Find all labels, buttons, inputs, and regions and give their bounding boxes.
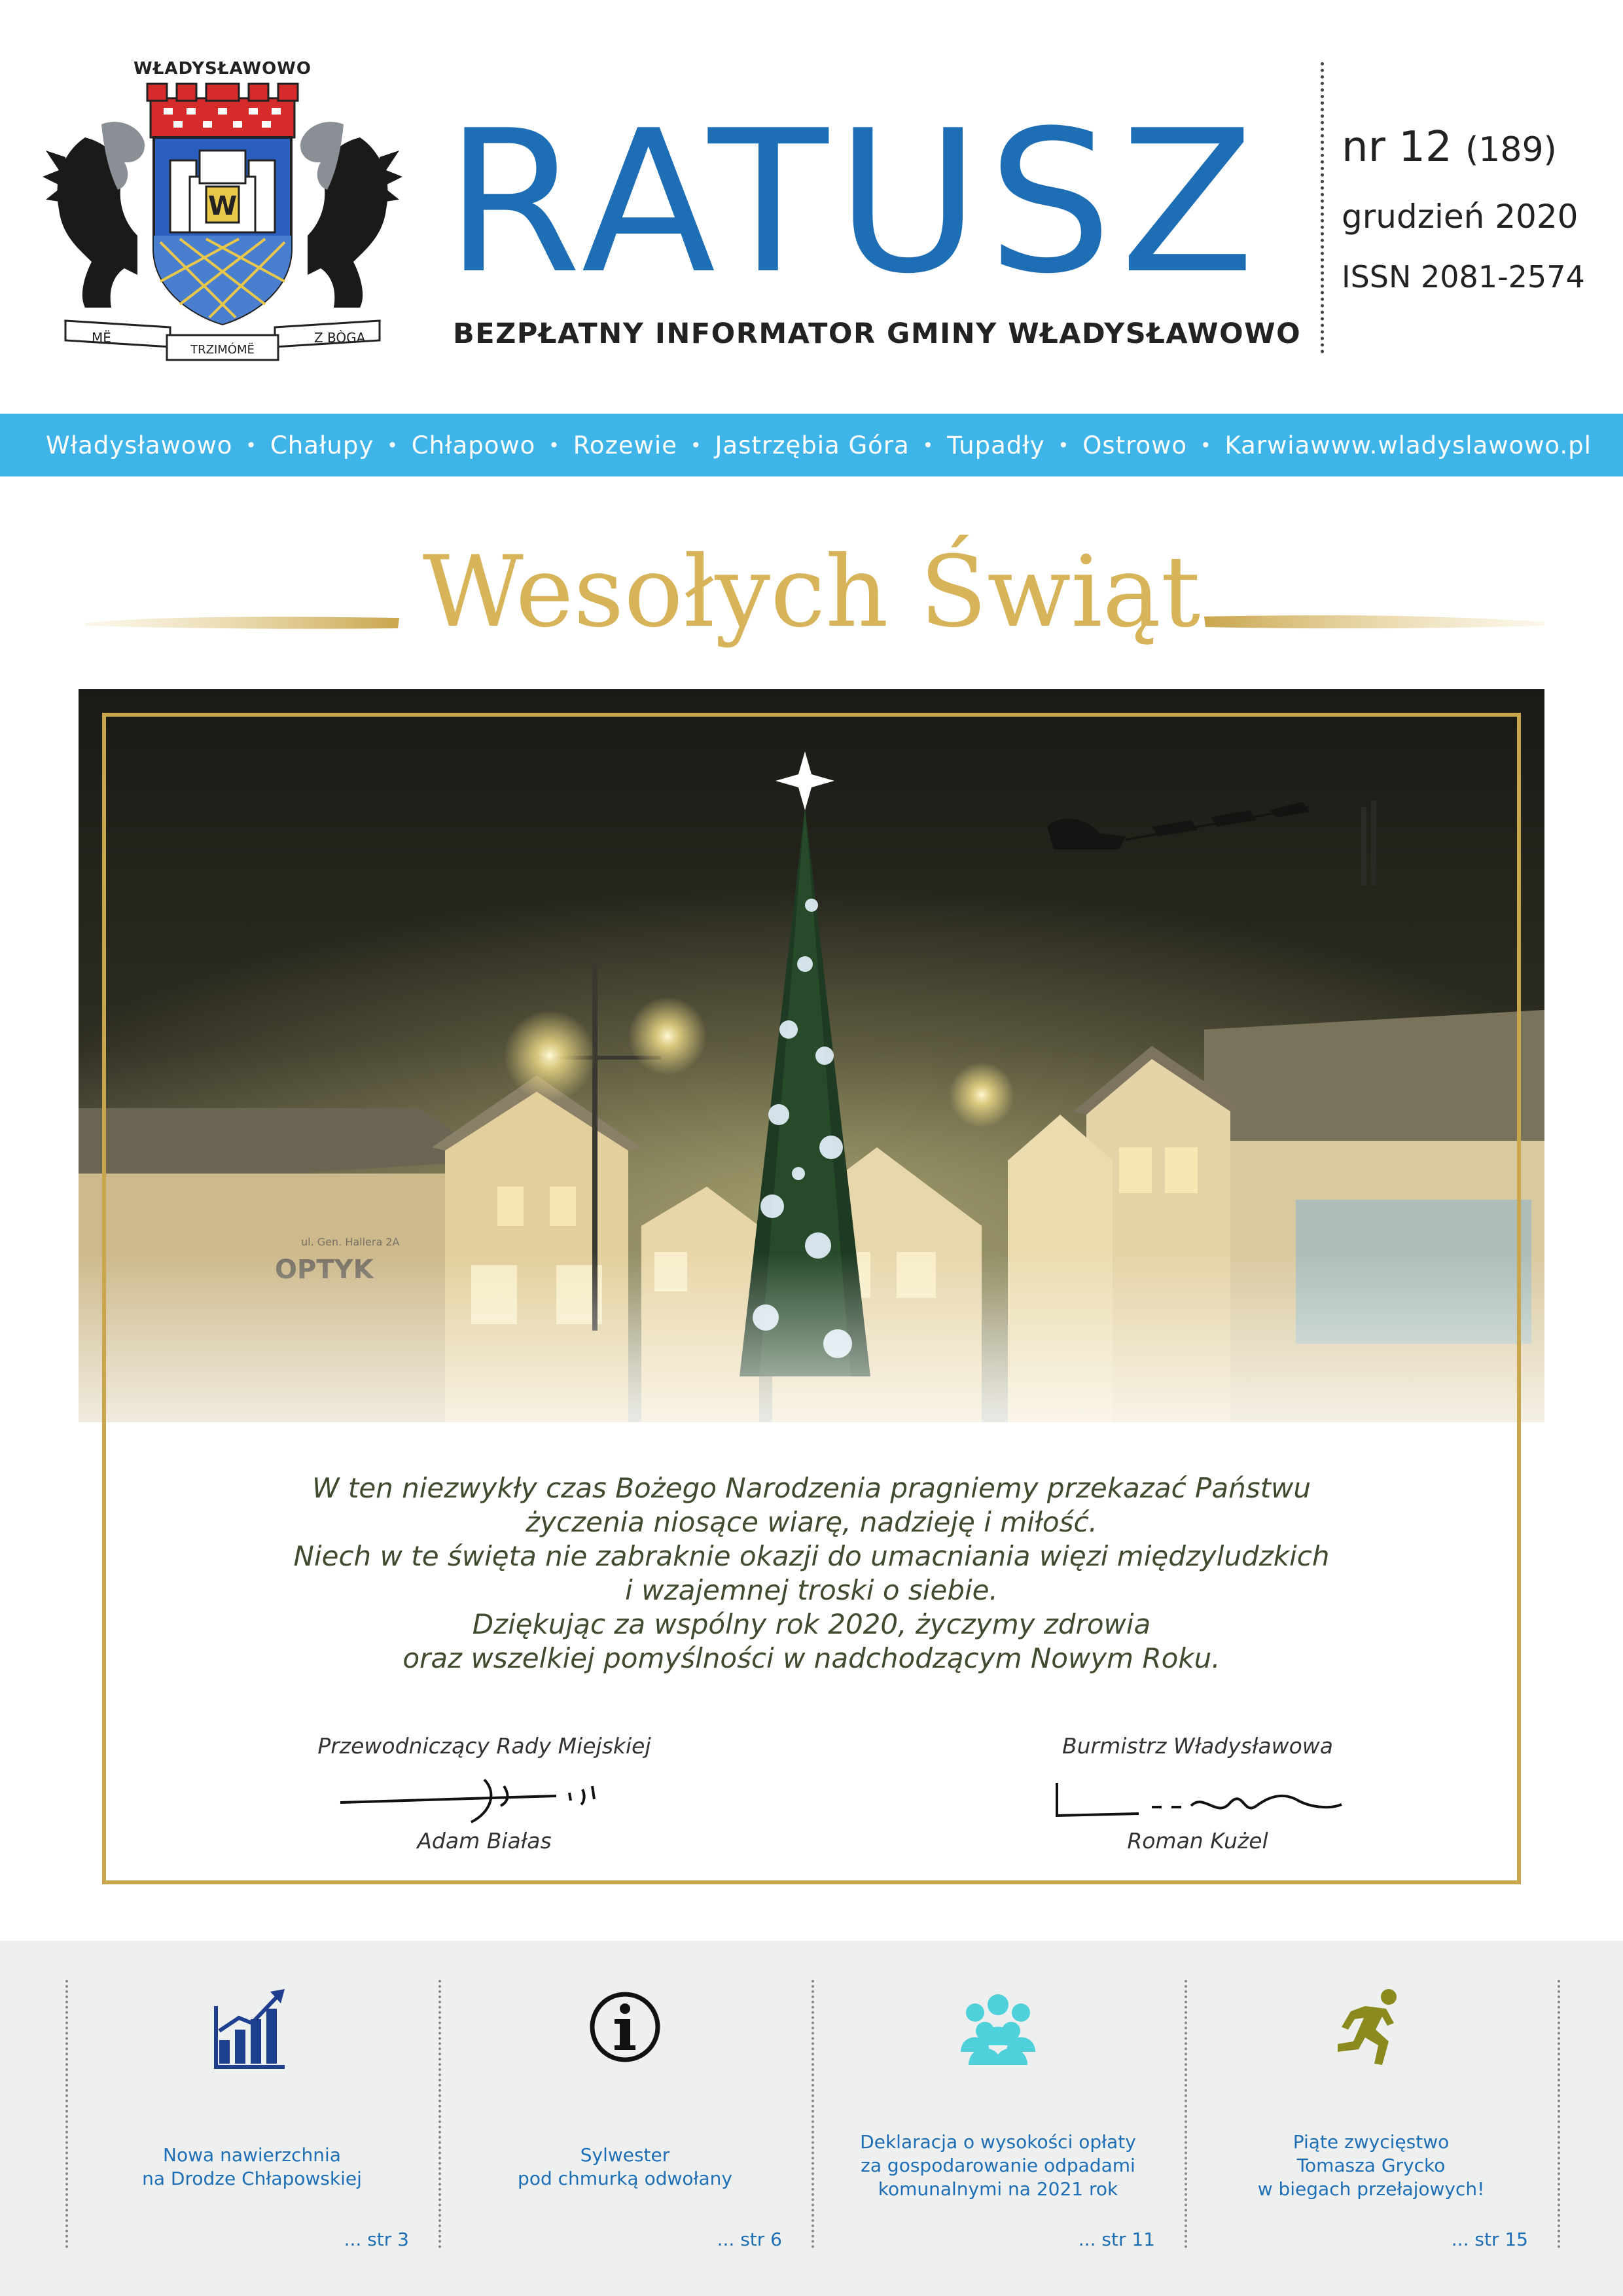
teaser-road-surface[interactable] [65, 1986, 438, 2248]
teaser-page-ref[interactable]: ... str 3 [344, 2229, 409, 2250]
signature-role: Burmistrz Władysławowa [1061, 1733, 1334, 1759]
message-line: oraz wszelkiej pomyślności w nadchodzącym Nowym Roku. [402, 1642, 1221, 1674]
issue-info [1342, 121, 1603, 296]
locality-separator: • [245, 434, 257, 456]
photo-street-sign: ul. Gen. Hallera 2A [301, 1236, 400, 1248]
teaser-text-line: Nowa nawierzchnia [163, 2144, 341, 2166]
teaser-page-ref[interactable]: ... str 6 [717, 2229, 782, 2250]
people-group-icon [955, 1986, 1041, 2072]
runner-icon [1329, 1986, 1414, 2072]
locality-bar [0, 414, 1623, 476]
locality-item[interactable]: Jastrzębia Góra [715, 431, 910, 459]
message-line: W ten niezwykły czas Bożego Narodzenia pragniemy przekazać Państwu [312, 1472, 1311, 1504]
issue-total: (189) [1465, 130, 1557, 170]
issue-date: grudzień 2020 [1342, 198, 1578, 236]
crest-motto-left: MË [92, 330, 111, 346]
coat-of-arms [39, 59, 406, 367]
coat-of-arms-icon [39, 79, 406, 367]
locality-item[interactable]: Chałupy [270, 431, 374, 459]
signature-mayor [995, 1733, 1400, 1854]
signature-role: Przewodniczący Rady Miejskiej [317, 1733, 651, 1759]
locality-item[interactable]: Ostrowo [1082, 431, 1188, 459]
teaser-text-line: Sylwester [580, 2144, 670, 2166]
locality-separator: • [548, 434, 560, 456]
issue-divider [1321, 62, 1324, 353]
locality-separator: • [922, 434, 935, 456]
gold-frame [102, 713, 1521, 1884]
issue-prefix: nr 12 [1342, 123, 1452, 171]
message-line: i wzajemnej troski o siebie. [625, 1574, 998, 1606]
signature-council-chair [314, 1733, 654, 1854]
locality-separator: • [1200, 434, 1212, 456]
bar-chart-growth-icon [213, 1986, 291, 2072]
teaser-text-line: komunalnymi na 2021 rok [878, 2178, 1118, 2200]
greeting-card [79, 689, 1544, 1907]
signature-name: Roman Kużel [1127, 1828, 1268, 1854]
teaser-waste-fee[interactable] [812, 1986, 1185, 2248]
teaser-text-line: Deklaracja o wysokości opłaty [860, 2131, 1136, 2153]
footer-teasers [0, 1941, 1623, 2296]
locality-separator: • [1058, 434, 1070, 456]
crest-motto-right: Z BÒGA [314, 330, 366, 346]
locality-item[interactable]: Władysławowo [46, 431, 233, 459]
info-icon [586, 1986, 664, 2072]
masthead [445, 88, 1302, 350]
locality-item[interactable]: Chłapowo [411, 431, 536, 459]
teaser-text-line: pod chmurką odwołany [518, 2168, 732, 2189]
teaser-text-line: za gospodarowanie odpadami [861, 2155, 1135, 2176]
handwritten-signature-icon [334, 1767, 635, 1825]
locality-separator: • [690, 434, 702, 456]
teaser-text-line: Piąte zwycięstwo [1293, 2131, 1450, 2153]
locality-item[interactable]: Karwia [1224, 431, 1311, 459]
message-line: Niech w te święta nie zabraknie okazji do umacniania więzi międzyludzkich [293, 1540, 1330, 1572]
teaser-page-ref[interactable]: ... str 15 [1451, 2229, 1528, 2250]
crest-town-name: WŁADYSŁAWOWO [134, 59, 312, 79]
locality-item[interactable]: Tupadły [947, 431, 1045, 459]
greeting-title: Wesołych Świąt [422, 535, 1201, 649]
teaser-page-ref[interactable]: ... str 11 [1078, 2229, 1155, 2250]
teaser-new-years-eve[interactable] [438, 1986, 812, 2248]
crest-motto-bottom: TRZIMÓMË [190, 343, 255, 357]
locality-separator: • [387, 434, 399, 456]
teaser-text-line: w biegach przełajowych! [1257, 2178, 1485, 2200]
teaser-text-line: Tomasza Grycko [1296, 2155, 1446, 2176]
issue-issn: ISSN 2081-2574 [1342, 259, 1585, 295]
locality-list [46, 431, 1310, 459]
handwritten-signature-icon [1047, 1767, 1348, 1825]
masthead-subtitle: BEZPŁATNY INFORMATOR GMINY WŁADYSŁAWOWO [453, 317, 1302, 350]
website-link[interactable]: www.wladyslawowo.pl [1310, 431, 1592, 459]
greeting-header [0, 530, 1623, 661]
message-line: Dziękując za wspólny rok 2020, życzymy zdrowia [472, 1608, 1151, 1640]
teaser-text-line: na Drodze Chłapowskiej [142, 2168, 362, 2189]
masthead-title: RATUSZ [445, 88, 1263, 317]
locality-item[interactable]: Rozewie [573, 431, 677, 459]
svg-text:W: W [207, 191, 238, 221]
teaser-divider [1558, 1980, 1560, 2248]
signature-name: Adam Białas [417, 1828, 552, 1854]
issue-number [1342, 121, 1603, 176]
teaser-cross-country-run[interactable] [1185, 1986, 1558, 2248]
greeting-message [79, 1471, 1544, 1676]
message-line: życzenia niosące wiarę, nadzieję i miłość. [526, 1506, 1097, 1538]
